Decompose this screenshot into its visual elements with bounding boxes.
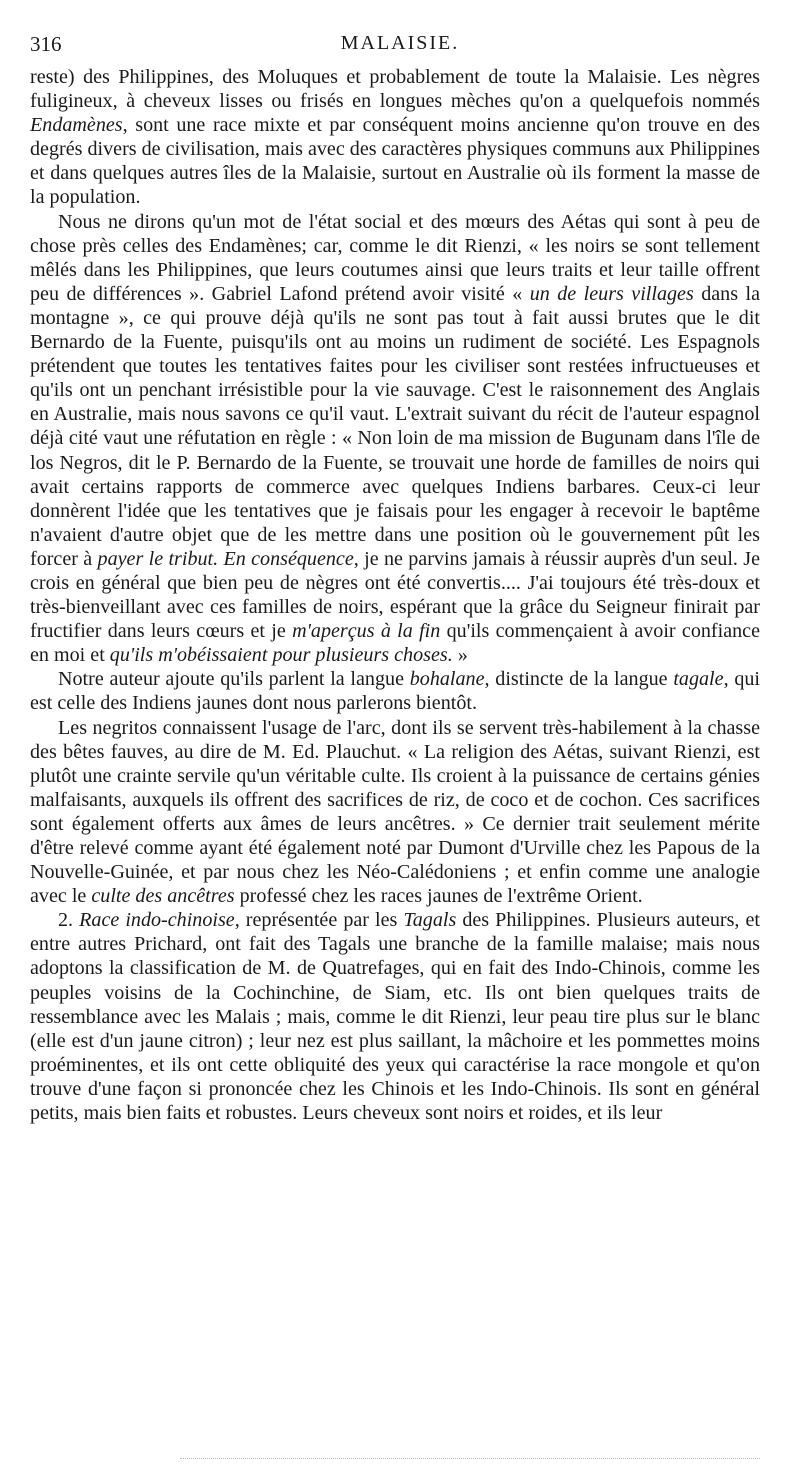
text-run: 2. [58, 909, 80, 932]
text-run: , qui est celle des Indiens jaunes dont nous parlerons bientôt. [30, 668, 760, 715]
paragraph [30, 908, 760, 1125]
italic-text: m'aperçus à la fin [292, 620, 441, 643]
italic-text: payer le tribut. En conséquence [97, 547, 354, 570]
text-run: , sont une race mixte et par conséquent moins ancienne qu'on trouve en des degrés divers de civilisation, mais avec des caractères physiques communs aux Philippines et dans quelques autres îles de la Malaisie, surtout en Australie où ils forment la masse de la population. [30, 114, 760, 209]
text-run: » [452, 644, 468, 667]
italic-text: tagale [673, 668, 724, 691]
text-run: Notre auteur ajoute qu'ils parlent la langue [58, 668, 410, 691]
paragraph [30, 65, 760, 210]
text-run: reste) des Philippines, des Moluques et probablement de toute la Malaisie. Les nègres fuligineux, à cheveux lisses ou frisés en longues mèches qu'on a quelquefois nommés [30, 66, 760, 113]
running-title: MALAISIE. [340, 32, 460, 54]
body-text [30, 65, 760, 1125]
paragraph [30, 210, 760, 668]
italic-text: qu'ils m'obéissaient pour plusieurs choses. [109, 644, 453, 667]
italic-text: un de leurs villages [529, 282, 694, 305]
text-run: , représentée par les [234, 909, 404, 932]
text-run: des Philippines. Plusieurs auteurs, et entre autres Prichard, ont fait des Tagals une branche de la famille malaise; mais nous adoptons la classification de M. de Quatrefages, qui en fait des Indo-Chinois, comme les peuples voisins de la Cochinchine, de Siam, etc. Ils ont bien quelques traits de ressemblance avec les Malais ; mais, comme le dit Rienzi, leur peau tire plus sur le blanc (elle est d'un jaune citron) ; leur nez est plus saillant, la mâchoire et les pommettes moins proéminentes, et ils ont cette obliquité des yeux qui caractérise la race mongole et qu'on trouve d'une façon si prononcée chez les Chinois et les Indo-Chinois. Ils sont en général petits, mais bien faits et robustes. Leurs cheveux sont noirs et roides, et ils leur [30, 909, 761, 1125]
italic-text: bohalane [409, 668, 485, 691]
paragraph [30, 667, 760, 715]
text-run: qu'ils commençaient à avoir confiance en moi et [30, 620, 760, 667]
italic-text: Endamènes [30, 114, 123, 137]
italic-text: culte des ancêtres [91, 885, 235, 908]
text-run: Nous ne dirons qu'un mot de l'état social et des mœurs des Aétas qui sont à peu de chose près celles des Endamènes; car, comme le dit Rienzi, « les noirs se sont tellement mêlés dans les Philippines, que leurs coutumes ainsi que leurs traits et leur taille offrent peu de différences ». Gabriel Lafond prétend avoir visité « [30, 210, 760, 305]
page-number: 316 [30, 32, 62, 56]
text-run: , je ne parvins jamais à réussir auprès d'un seul. Je crois en général que bien peu de nègres ont été convertis.... J'ai toujours été très-doux et très-bienveillant avec ces familles de noirs, espérant que la grâce du Seigneur finirait par fructifier dans leurs cœurs et je [30, 547, 760, 643]
paragraph [30, 716, 760, 909]
page-header [30, 4, 770, 54]
text-run: Les negritos connaissent l'usage de l'arc, dont ils se servent très-habilement à la chasse des bêtes fauves, au dire de M. Ed. Plauchut. « La religion des Aétas, suivant Rienzi, est plutôt une crainte servile qu'un véritable culte. Ils croient à la puissance de certains génies malfaisants, auxquels ils offrent des sacrifices de riz, de coco et de cochon. Ces sacrifices sont également offerts aux âmes de leurs ancêtres. » Ce dernier trait seulement mérite d'être relevé comme ayant été également noté par Dumont d'Urville chez les Papous de la Nouvelle-Guinée, et par nous chez les Néo-Calédoniens ; et enfin comme une analogie avec le [30, 716, 760, 908]
text-run: dans la montagne », ce qui prouve déjà qu'ils ne sont pas tout à fait aussi brutes que le dit Bernardo de la Fuente, puisqu'ils ont au moins un rudiment de société. Les Espagnols prétendent que toutes les tentatives faites pour les civiliser sont restées infructueuses et qu'ils ont un penchant irrésistible pour la vie sauvage. C'est le raisonnement des Anglais en Australie, mais nous savons ce qu'il vaut. L'extrait suivant du récit de l'auteur espagnol déjà cité vaut une réfutation en règle : « Non loin de ma mission de Bugunam dans l'île de los Negros, dit le P. Bernardo de la Fuente, se trouvait une horde de familles de noirs qui avait certains rapports de commerce avec quelques Indiens barbares. Ceux-ci leur donnèrent l'idée que les tentatives que je faisais pour les engager à recevoir le baptême n'avaient d'autre objet que de les mettre dans une position où le gouvernement pût les forcer à [30, 282, 760, 570]
italic-text: Tagals [403, 909, 457, 932]
text-run: , distincte de la langue [484, 668, 674, 691]
italic-text: Race indo-chinoise [79, 909, 235, 932]
text-run: professé chez les races jaunes de l'extrême Orient. [234, 885, 643, 908]
bleed-through-line [180, 1458, 760, 1461]
